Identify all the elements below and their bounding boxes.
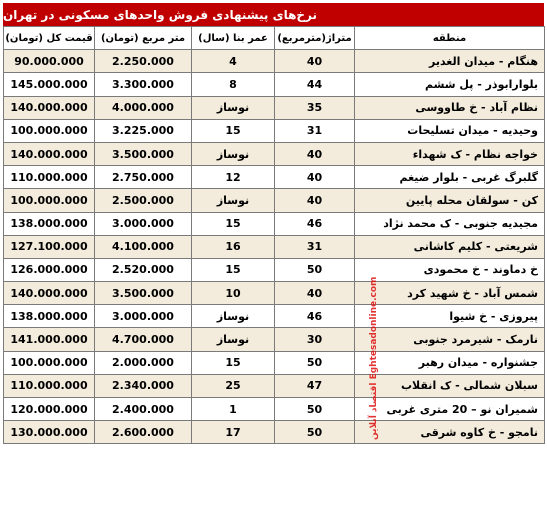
cell-building-age: 15 (192, 258, 275, 281)
cell-price-per-meter: 2.520.000 (95, 258, 192, 281)
cell-building-age: 17 (192, 421, 275, 444)
cell-region: شریعتی - کلیم کاشانی (355, 235, 545, 258)
cell-building-age: 10 (192, 282, 275, 305)
table-row (4, 398, 545, 421)
cell-building-age: نوساز (192, 305, 275, 328)
cell-total-price: 145.000.000 (4, 73, 95, 96)
table-row (4, 328, 545, 351)
cell-building-age: نوساز (192, 142, 275, 165)
cell-building-age: نوساز (192, 96, 275, 119)
header-building-age: عمر بنا (سال) (192, 27, 275, 50)
cell-area: 50 (275, 398, 355, 421)
cell-total-price: 120.000.000 (4, 398, 95, 421)
cell-total-price: 138.000.000 (4, 305, 95, 328)
cell-region: شمس آباد - خ شهید کرد (355, 282, 545, 305)
cell-region: نامجو - خ کاوه شرقی (355, 421, 545, 444)
table-row (4, 374, 545, 397)
table-row (4, 73, 545, 96)
cell-building-age: 25 (192, 374, 275, 397)
header-region: منطقه (355, 27, 545, 50)
header-price-per-meter: متر مربع (تومان) (95, 27, 192, 50)
table-row (4, 96, 545, 119)
price-table-container (3, 3, 544, 503)
watermark: اقتصاد آنلاین Eghtesadonline.com (369, 276, 379, 440)
cell-building-age: 15 (192, 351, 275, 374)
cell-region: کن - سولقان محله پایین (355, 189, 545, 212)
cell-total-price: 141.000.000 (4, 328, 95, 351)
price-table (3, 26, 545, 444)
cell-price-per-meter: 2.340.000 (95, 374, 192, 397)
cell-total-price: 110.000.000 (4, 166, 95, 189)
cell-total-price: 126.000.000 (4, 258, 95, 281)
cell-region: مجیدیه جنوبی - ک محمد نژاد (355, 212, 545, 235)
cell-total-price: 100.000.000 (4, 189, 95, 212)
cell-region: خ دماوند - خ محمودی (355, 258, 545, 281)
cell-region: خواجه نظام - ک شهداء (355, 142, 545, 165)
cell-area: 40 (275, 282, 355, 305)
cell-building-age: 15 (192, 119, 275, 142)
cell-region: وحیدیه - میدان تسلیحات (355, 119, 545, 142)
cell-area: 50 (275, 421, 355, 444)
header-area: متراژ(مترمربع) (275, 27, 355, 50)
cell-price-per-meter: 4.700.000 (95, 328, 192, 351)
cell-region: گلبرگ غربی - بلوار ضیغم (355, 166, 545, 189)
cell-price-per-meter: 3.500.000 (95, 282, 192, 305)
cell-area: 35 (275, 96, 355, 119)
table-row (4, 119, 545, 142)
cell-price-per-meter: 2.000.000 (95, 351, 192, 374)
cell-total-price: 130.000.000 (4, 421, 95, 444)
cell-price-per-meter: 2.400.000 (95, 398, 192, 421)
cell-building-age: نوساز (192, 328, 275, 351)
cell-price-per-meter: 3.225.000 (95, 119, 192, 142)
cell-total-price: 90.000.000 (4, 50, 95, 73)
table-title: نرخ‌های پیشنهادی فروش واحدهای مسکونی در تهران (3, 3, 544, 26)
cell-price-per-meter: 4.000.000 (95, 96, 192, 119)
cell-region: نظام آباد - خ طاووسی (355, 96, 545, 119)
table-row (4, 421, 545, 444)
cell-price-per-meter: 3.500.000 (95, 142, 192, 165)
table-row (4, 351, 545, 374)
cell-price-per-meter: 2.600.000 (95, 421, 192, 444)
cell-total-price: 138.000.000 (4, 212, 95, 235)
cell-region: جشنواره - میدان رهبر (355, 351, 545, 374)
cell-region: شمیران نو – 20 متری غربی (355, 398, 545, 421)
cell-price-per-meter: 3.300.000 (95, 73, 192, 96)
header-row (4, 27, 545, 50)
cell-area: 31 (275, 119, 355, 142)
cell-region: هنگام - میدان الغدیر (355, 50, 545, 73)
cell-total-price: 140.000.000 (4, 282, 95, 305)
cell-total-price: 140.000.000 (4, 96, 95, 119)
cell-price-per-meter: 2.250.000 (95, 50, 192, 73)
cell-price-per-meter: 2.750.000 (95, 166, 192, 189)
table-row (4, 50, 545, 73)
cell-area: 40 (275, 142, 355, 165)
cell-price-per-meter: 3.000.000 (95, 305, 192, 328)
cell-building-age: 12 (192, 166, 275, 189)
cell-region: نارمک - شیرمرد جنوبی (355, 328, 545, 351)
table-row (4, 305, 545, 328)
cell-area: 46 (275, 305, 355, 328)
cell-total-price: 100.000.000 (4, 351, 95, 374)
header-total-price: قیمت کل (تومان) (4, 27, 95, 50)
cell-total-price: 127.100.000 (4, 235, 95, 258)
cell-building-age: 4 (192, 50, 275, 73)
cell-building-age: 16 (192, 235, 275, 258)
cell-area: 46 (275, 212, 355, 235)
cell-region: بلوارابوذر - پل ششم (355, 73, 545, 96)
cell-building-age: 1 (192, 398, 275, 421)
cell-area: 31 (275, 235, 355, 258)
table-row (4, 166, 545, 189)
cell-building-age: نوساز (192, 189, 275, 212)
cell-total-price: 140.000.000 (4, 142, 95, 165)
cell-region: سبلان شمالی - ک انقلاب (355, 374, 545, 397)
cell-building-age: 15 (192, 212, 275, 235)
table-row (4, 282, 545, 305)
cell-area: 50 (275, 258, 355, 281)
table-row (4, 235, 545, 258)
cell-area: 47 (275, 374, 355, 397)
cell-price-per-meter: 2.500.000 (95, 189, 192, 212)
cell-building-age: 8 (192, 73, 275, 96)
table-row (4, 142, 545, 165)
cell-area: 40 (275, 166, 355, 189)
cell-price-per-meter: 4.100.000 (95, 235, 192, 258)
cell-total-price: 100.000.000 (4, 119, 95, 142)
table-row (4, 189, 545, 212)
table-row (4, 212, 545, 235)
cell-total-price: 110.000.000 (4, 374, 95, 397)
cell-area: 50 (275, 351, 355, 374)
cell-region: پیروزی - خ شیوا (355, 305, 545, 328)
cell-area: 40 (275, 189, 355, 212)
table-row (4, 258, 545, 281)
cell-price-per-meter: 3.000.000 (95, 212, 192, 235)
cell-area: 44 (275, 73, 355, 96)
cell-area: 40 (275, 50, 355, 73)
cell-area: 30 (275, 328, 355, 351)
